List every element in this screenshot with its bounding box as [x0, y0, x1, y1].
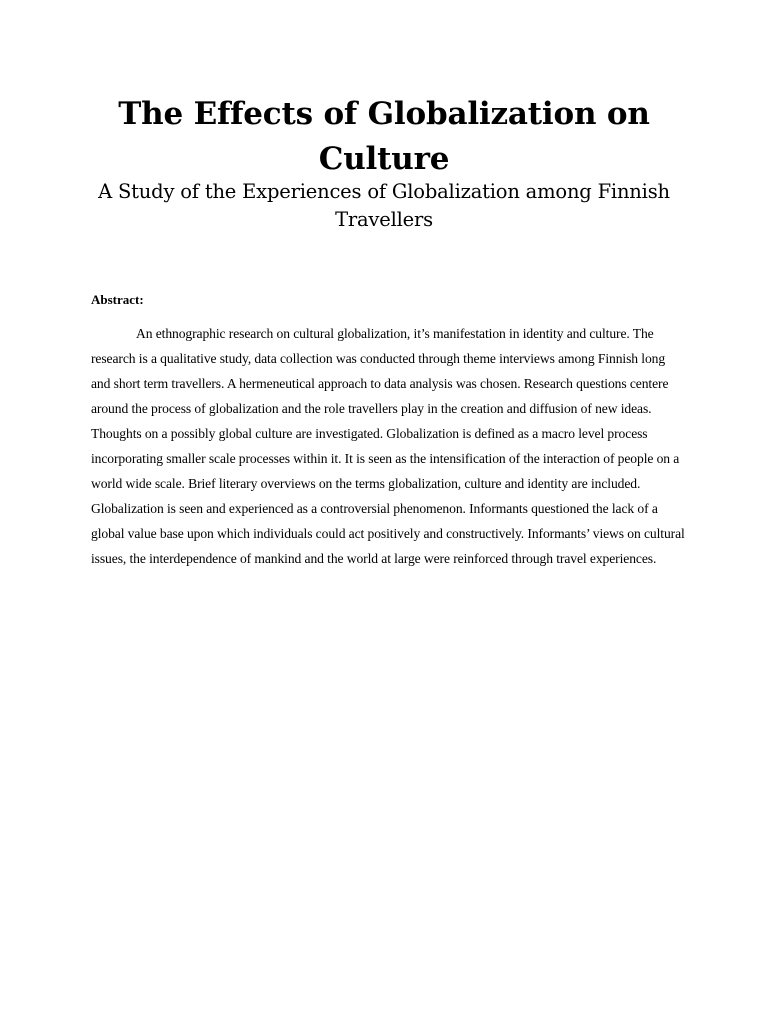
- document-title: The Effects of Globalization on Culture: [118, 96, 650, 177]
- abstract-paragraph: An ethnographic research on cultural globalization, it’s manifestation in identity and culture. The research is a qualitative study, data collection was conducted through theme interviews among Finnish long and short term travellers. A hermeneutical approach to data analysis was chosen. Research questions centere around the process of globalization and the role travellers play in the creation and diffusion of new ideas. Thoughts on a possibly global culture are investigated. Globalization is defined as a macro level process incorporating smaller scale processes within it. It is seen as the intensification of the interaction of people on a world wide scale. Brief literary overviews on the terms globalization, culture and identity are included. Globalization is seen and experienced as a controversial phenomenon. Informants questioned the lack of a global value base upon which individuals could act positively and constructively. Informants’ views on cultural issues, the interdependence of mankind and the world at large were reinforced through travel experiences.: [91, 326, 685, 566]
- document-subtitle: A Study of the Experiences of Globalization among Finnish Travellers: [98, 180, 670, 231]
- abstract-heading: Abstract:: [91, 292, 144, 307]
